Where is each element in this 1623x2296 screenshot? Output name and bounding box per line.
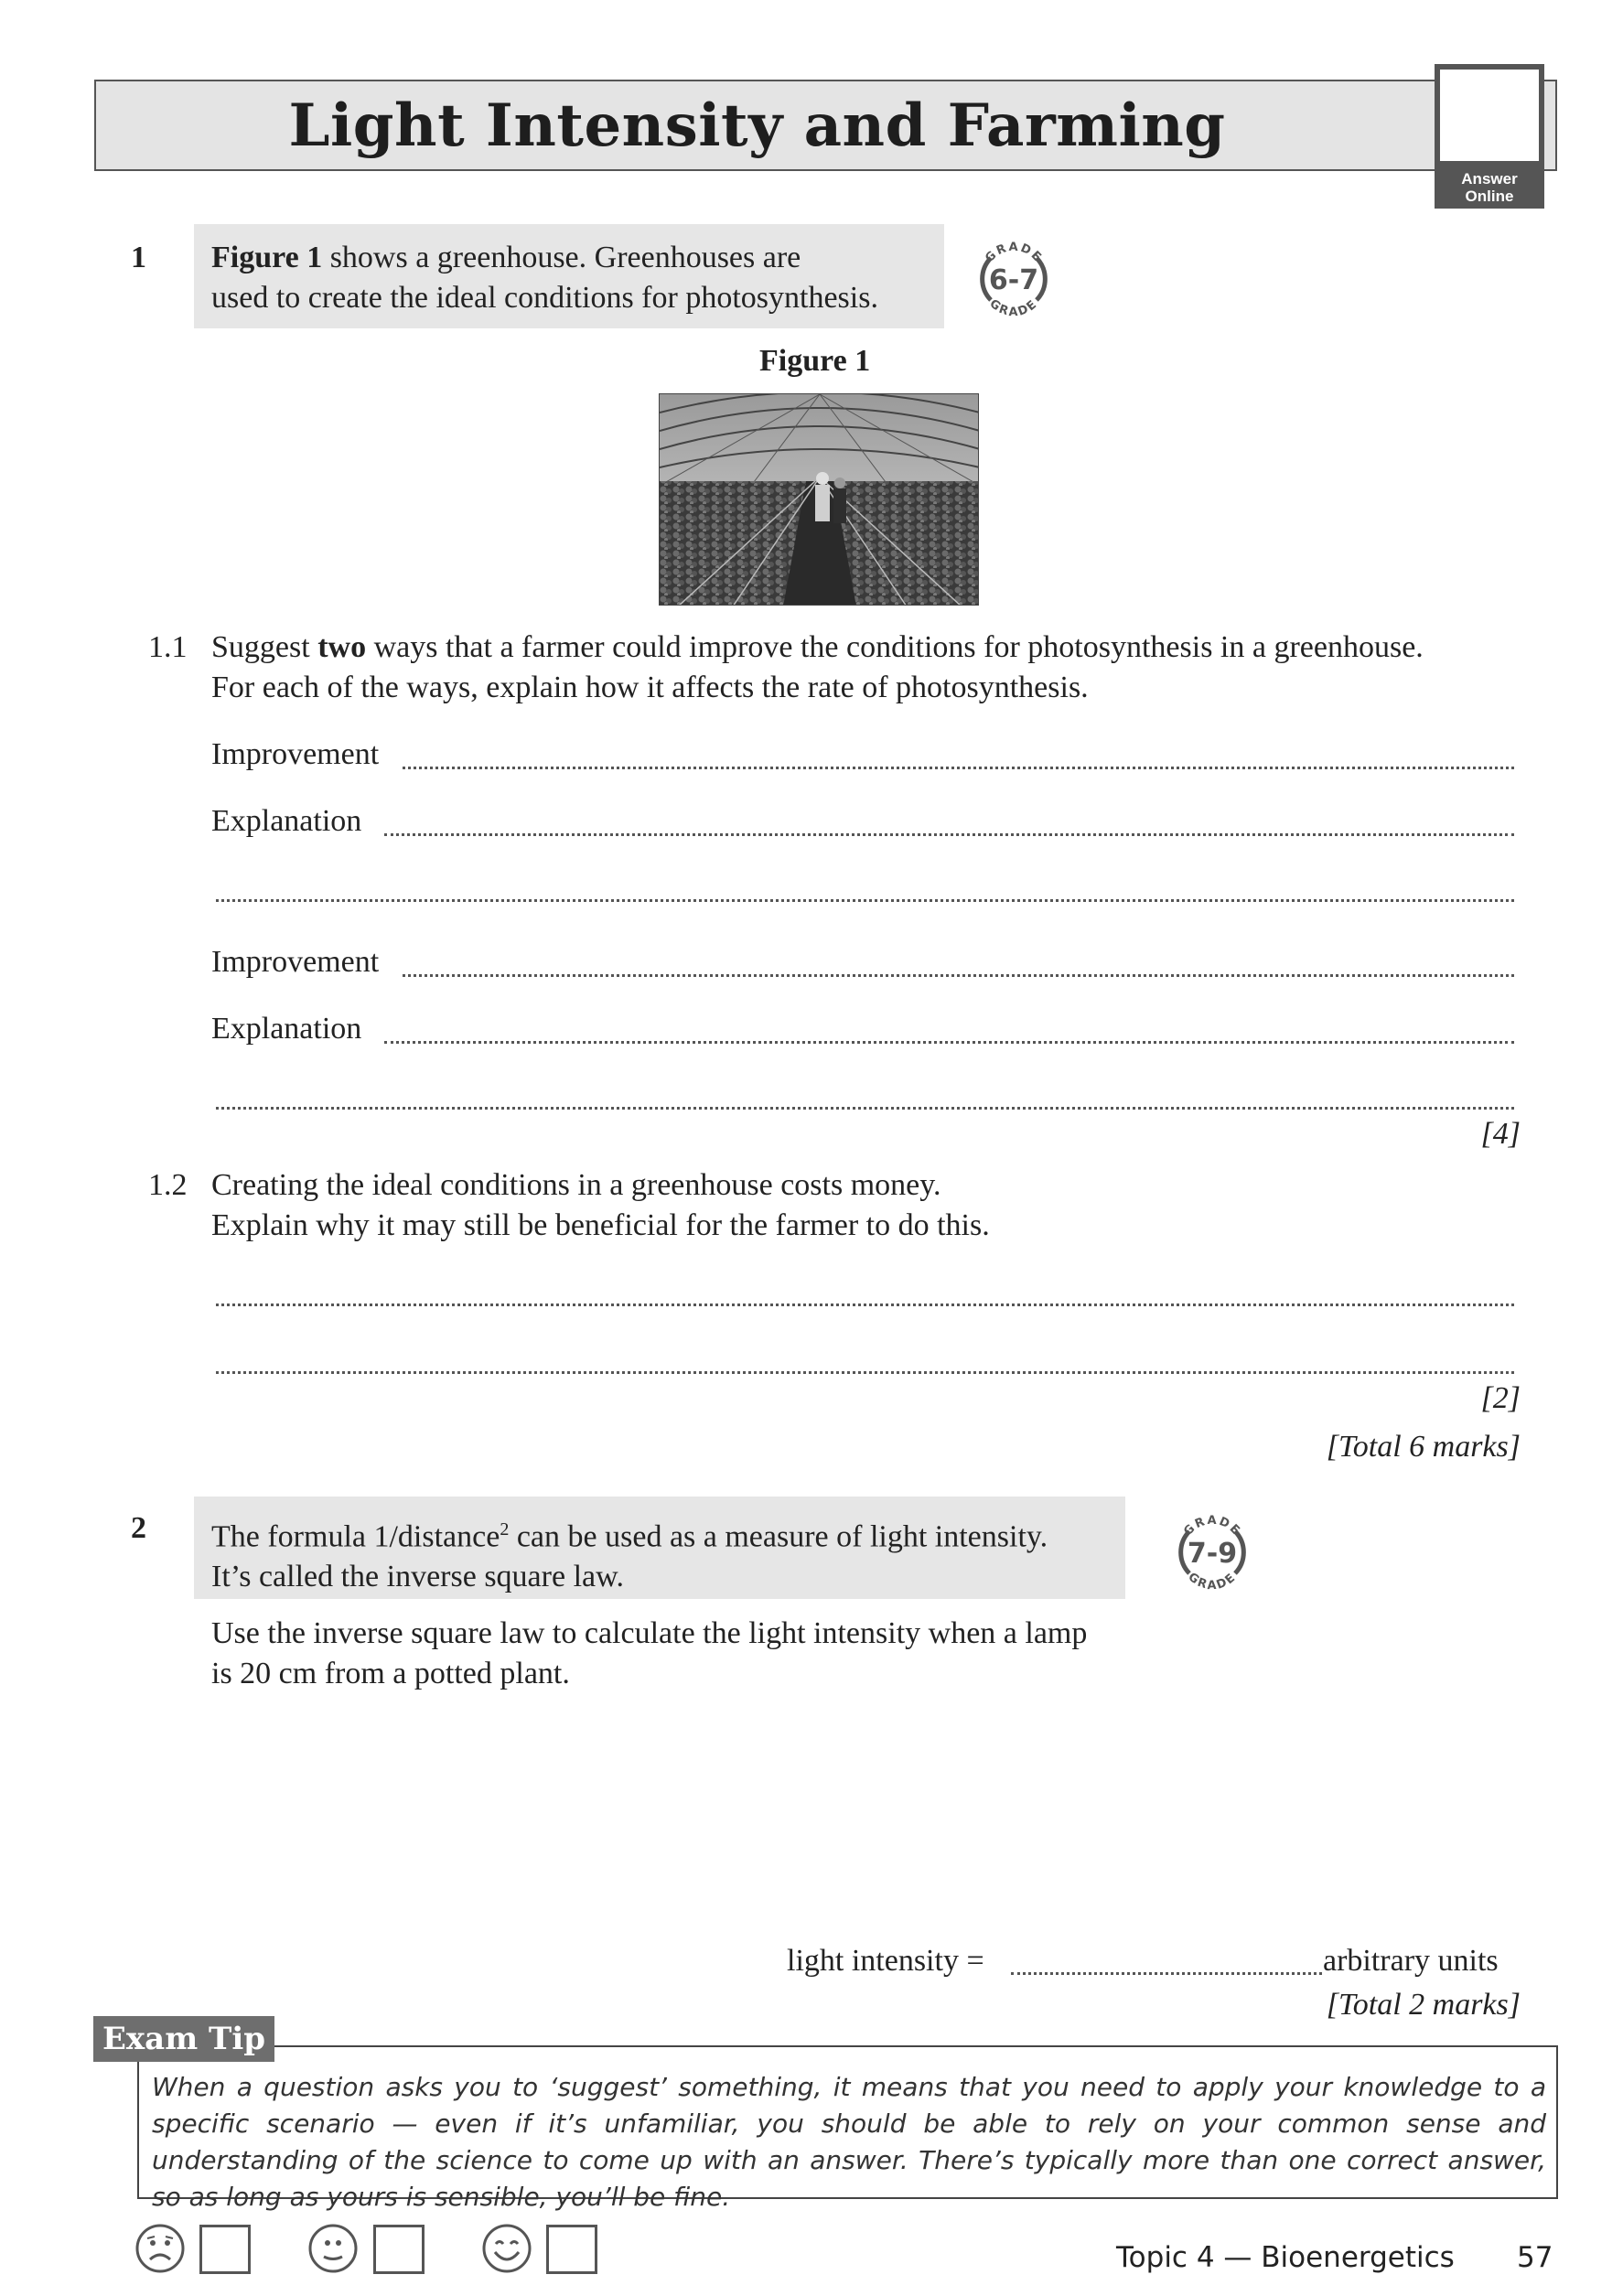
grade-badge-7-9 [1162,1502,1263,1603]
part-1-2-number: 1.2 [148,1168,188,1202]
explanation-answer-line-1a[interactable] [384,833,1514,836]
explanation-answer-line-2b[interactable] [216,1107,1514,1110]
grade-value: 6-7 [988,264,1039,296]
answer-online-badge[interactable] [1435,64,1544,210]
question-2-number: 2 [131,1511,146,1545]
question-1-number: 1 [131,241,146,274]
explanation-label-1: Explanation [211,804,362,838]
part-1-2-question: Creating the ideal conditions in a greenhouse costs money. Explain why it may still be beneficial for the farmer to do this. [211,1168,990,1242]
question-1-total: [Total 6 marks] [1326,1430,1521,1464]
page-number: 57 [1517,2241,1553,2274]
grade-value: 7-9 [1187,1538,1238,1570]
light-intensity-answer-line[interactable] [1011,1972,1322,1975]
part-1-2-answer-line-b[interactable] [216,1371,1514,1374]
part-1-1-question: Suggest two ways that a farmer could improve the conditions for photosynthesis in a greenhouse. For each of the ways, explain how it affects the rate of photosynthesis. [211,630,1424,704]
grade-badge-6-7 [963,229,1064,329]
marks-1-1: [4] [1480,1117,1521,1151]
exam-tip-label: Exam Tip [93,2016,274,2062]
neutral-face-icon [307,2223,359,2274]
happy-face-icon [481,2223,532,2274]
part-1-1-number: 1.1 [148,630,188,664]
svg-text:GRADE: GRADE [986,296,1041,320]
footer-topic: Topic 4 — Bioenergetics [1116,2241,1455,2274]
light-intensity-label: light intensity = [787,1944,984,1978]
question-1-intro: Figure 1 shows a greenhouse. Greenhouses are used to create the ideal conditions for photosynthesis. [211,241,878,315]
greenhouse-photo [659,393,979,606]
question-2-text: Use the inverse square law to calculate the light intensity when a lamp is 20 cm from a potted plant. [211,1616,1088,1690]
question-2-total: [Total 2 marks] [1326,1988,1521,2022]
figure-1-caption: Figure 1 [759,344,871,378]
question-2-intro: The formula 1/distance$^2$ can be used as a measure of light intensity. It’s called the inverse square law. [211,1519,1048,1594]
svg-text:GRADE: GRADE [1185,1570,1240,1593]
happy-face-tick-box[interactable] [546,2225,597,2274]
neutral-face-tick-box[interactable] [373,2225,425,2274]
sad-face-icon [134,2223,186,2274]
page-title: Light Intensity and Farming [288,91,1226,160]
improvement-label-1: Improvement [211,737,380,771]
explanation-answer-line-1b[interactable] [216,899,1514,902]
sad-face-tick-box[interactable] [199,2225,251,2274]
explanation-answer-line-2a[interactable] [384,1041,1514,1044]
improvement-label-2: Improvement [211,945,380,979]
explanation-label-2: Explanation [211,1012,362,1046]
improvement-answer-line-1[interactable] [403,767,1514,769]
answer-units: arbitrary units [1323,1944,1499,1978]
part-1-2-answer-line-a[interactable] [216,1304,1514,1306]
svg-text:GRADE: GRADE [983,240,1045,266]
answer-online-label: Answer Online [1435,166,1544,209]
svg-text:GRADE: GRADE [1181,1513,1243,1540]
marks-1-2: [2] [1480,1381,1521,1415]
exam-tip-text: When a question asks you to ‘suggest’ something, it means that you need to apply your knowledge to a specific scenario — even if it’s unfamiliar, you should be able to rely on your common sense and understanding of the science to come up with an answer. There’s typically more than one correct answer, so as long as yours is sensible, you’ll be fine. [152,2072,1546,2212]
answer-online-box [1435,64,1544,166]
improvement-answer-line-2[interactable] [403,974,1514,977]
